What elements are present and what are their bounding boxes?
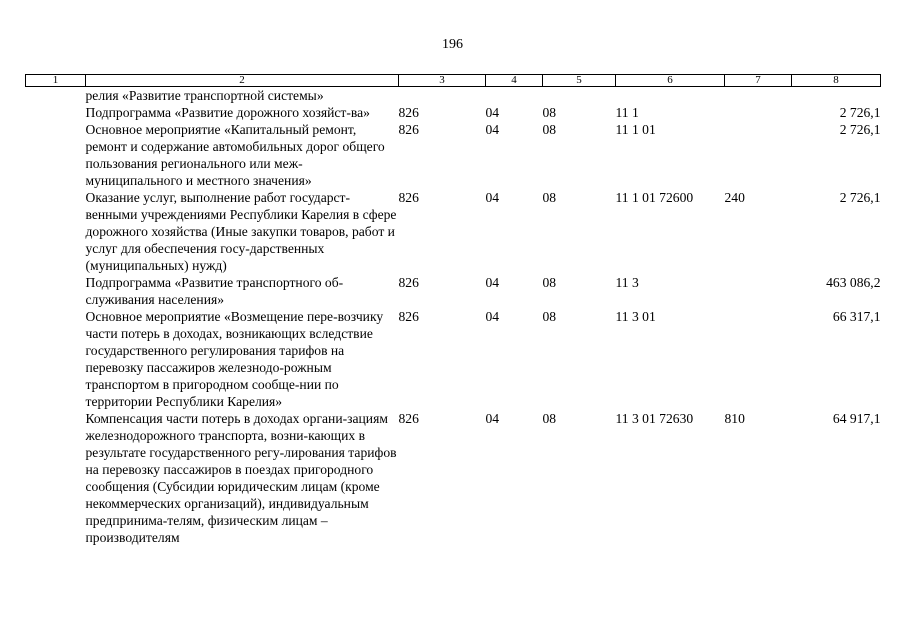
column-header-6: 6 (616, 75, 725, 87)
target-article-cell: 11 3 01 72630 (615, 411, 694, 426)
table-row (26, 410, 881, 546)
section-code-cell: 04 (485, 190, 500, 205)
subsection-code-cell (543, 87, 616, 105)
target-article-cell: 11 1 01 (615, 122, 656, 137)
item-name-cell: релия «Развитие транспортной системы» (85, 88, 324, 103)
admin-code-cell: 826 (398, 105, 419, 120)
admin-code-cell: 826 (398, 275, 419, 290)
row-number-cell (26, 87, 86, 105)
subsection-code-cell: 08 (542, 411, 557, 426)
column-header-8: 8 (792, 75, 881, 87)
expense-type-cell (725, 87, 792, 105)
row-number-cell (26, 274, 86, 308)
table-row (26, 87, 881, 105)
subsection-code-cell: 08 (542, 190, 557, 205)
page-number: 196 (442, 37, 463, 52)
target-article-cell: 11 1 01 72600 (615, 190, 694, 205)
column-number-header-row (26, 75, 881, 87)
item-name-cell: Подпрограмма «Развитие транспортного об-служивания населения» (85, 275, 344, 307)
amount-cell: 2 726,1 (839, 122, 881, 137)
section-code-cell (486, 87, 543, 105)
section-code-cell: 04 (485, 309, 500, 324)
section-code-cell: 04 (485, 411, 500, 426)
target-article-cell (616, 87, 725, 105)
item-name-cell: Основное мероприятие «Капитальный ремонт, ремонт и содержание автомобильных дорог общего пользования регионального или меж-муниципального и местного значения» (85, 122, 385, 188)
expense-type-cell: 810 (724, 411, 745, 426)
column-header-7: 7 (725, 75, 792, 87)
table-row (26, 189, 881, 274)
table-row (26, 274, 881, 308)
subsection-code-cell: 08 (542, 122, 557, 137)
amount-cell: 66 317,1 (832, 309, 881, 324)
admin-code-cell (399, 87, 486, 105)
admin-code-cell: 826 (398, 411, 419, 426)
amount-cell (792, 87, 881, 105)
amount-cell: 64 917,1 (832, 411, 881, 426)
expense-type-cell (725, 274, 792, 308)
table-row (26, 308, 881, 410)
subsection-code-cell: 08 (542, 309, 557, 324)
target-article-cell: 11 3 01 (615, 309, 656, 324)
row-number-cell (26, 308, 86, 410)
expense-type-cell: 240 (724, 190, 745, 205)
row-number-cell (26, 121, 86, 189)
admin-code-cell: 826 (398, 122, 419, 137)
section-code-cell: 04 (485, 122, 500, 137)
subsection-code-cell: 08 (542, 105, 557, 120)
row-number-cell (26, 410, 86, 546)
item-name-cell: Основное мероприятие «Возмещение пере-возчику части потерь в доходах, возникающих вследствие государственного регулирования тарифов на перевозку пассажиров железнодо-рожным транспортом в пригородном сообще-нии по территории Республики Карелия» (85, 309, 384, 409)
item-name-cell: Компенсация части потерь в доходах органи-зациям железнодорожного транспорта, возни-кающих в результате государственного регу-лирования тарифов на перевозку пассажиров в поездах пригородного сообщения (Субсидии юридическим лицам (кроме некоммерческих организаций), индивидуальным предпринима-телям, физическим лицам – производителям (85, 411, 397, 545)
admin-code-cell: 826 (398, 309, 419, 324)
section-code-cell: 04 (485, 105, 500, 120)
amount-cell: 463 086,2 (826, 275, 881, 290)
item-name-cell: Оказание услуг, выполнение работ государст-венными учреждениями Республики Карелия в сфере дорожного хозяйства (Иные закупки товаров, работ и услуг для обеспечения госу-дарственных (муниципальных) нужд) (85, 190, 397, 273)
item-name-cell: Подпрограмма «Развитие дорожного хозяйст-ва» (85, 105, 370, 120)
column-header-2: 2 (86, 75, 399, 87)
section-code-cell: 04 (485, 275, 500, 290)
row-number-cell (26, 104, 86, 121)
column-header-4: 4 (486, 75, 543, 87)
column-header-3: 3 (399, 75, 486, 87)
expense-type-cell (725, 308, 792, 410)
subsection-code-cell: 08 (542, 275, 557, 290)
target-article-cell: 11 3 (615, 275, 639, 290)
expense-type-cell (725, 104, 792, 121)
admin-code-cell: 826 (398, 190, 419, 205)
column-header-5: 5 (543, 75, 616, 87)
amount-cell: 2 726,1 (839, 105, 881, 120)
table-row (26, 104, 881, 121)
target-article-cell: 11 1 (615, 105, 639, 120)
budget-table (25, 74, 881, 546)
column-header-1: 1 (26, 75, 86, 87)
amount-cell: 2 726,1 (839, 190, 881, 205)
table-row (26, 121, 881, 189)
row-number-cell (26, 189, 86, 274)
expense-type-cell (725, 121, 792, 189)
